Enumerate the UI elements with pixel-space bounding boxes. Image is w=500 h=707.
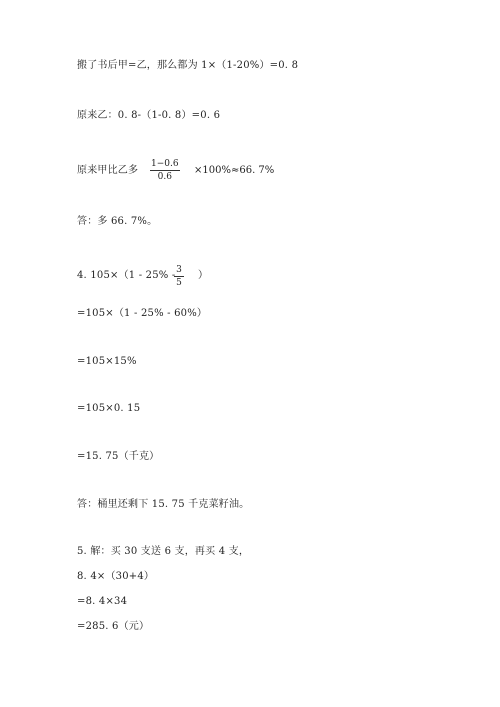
solution4-fraction <box>174 265 184 288</box>
fraction-numerator: 3 <box>176 265 182 275</box>
solution5-line3: =8. 4×34 <box>77 596 128 607</box>
fraction-denominator: 5 <box>176 278 182 288</box>
solution4-line1-prefix: 4. 105×（1 - 25% - <box>77 270 176 281</box>
solution3-line3-prefix: 原来甲比乙多 <box>77 165 139 176</box>
solution5-line4: =285. 6（元） <box>77 621 150 632</box>
solution4-line3: =105×15% <box>77 356 137 367</box>
solution5-line2: 8. 4×（30+4） <box>77 571 155 582</box>
solution3-line1: 搬了书后甲=乙，那么都为 1×（1-20%）=0. 8 <box>77 60 299 71</box>
solution4-line1-suffix: ） <box>198 270 208 281</box>
fraction-bar <box>174 276 184 277</box>
solution4-line2: =105×（1 - 25% - 60%） <box>77 308 208 319</box>
fraction-numerator: 1−0.6 <box>151 159 179 169</box>
solution4-line4: =105×0. 15 <box>77 403 141 414</box>
solution3-answer: 答：多 66. 7%。 <box>77 216 158 227</box>
fraction-denominator: 0.6 <box>157 172 172 182</box>
solution5-line1: 5. 解：买 30 支送 6 支，再买 4 支， <box>77 546 250 557</box>
solution3-line2: 原来乙：0. 8-（1-0. 8）=0. 6 <box>77 110 221 121</box>
solution4-line5: =15. 75（千克） <box>77 451 160 462</box>
solution4-answer: 答：桶里还剩下 15. 75 千克菜籽油。 <box>77 499 250 510</box>
solution3-fraction <box>150 159 180 182</box>
solution3-line3-suffix: ×100%≈66. 7% <box>194 165 275 176</box>
fraction-bar <box>150 170 180 171</box>
